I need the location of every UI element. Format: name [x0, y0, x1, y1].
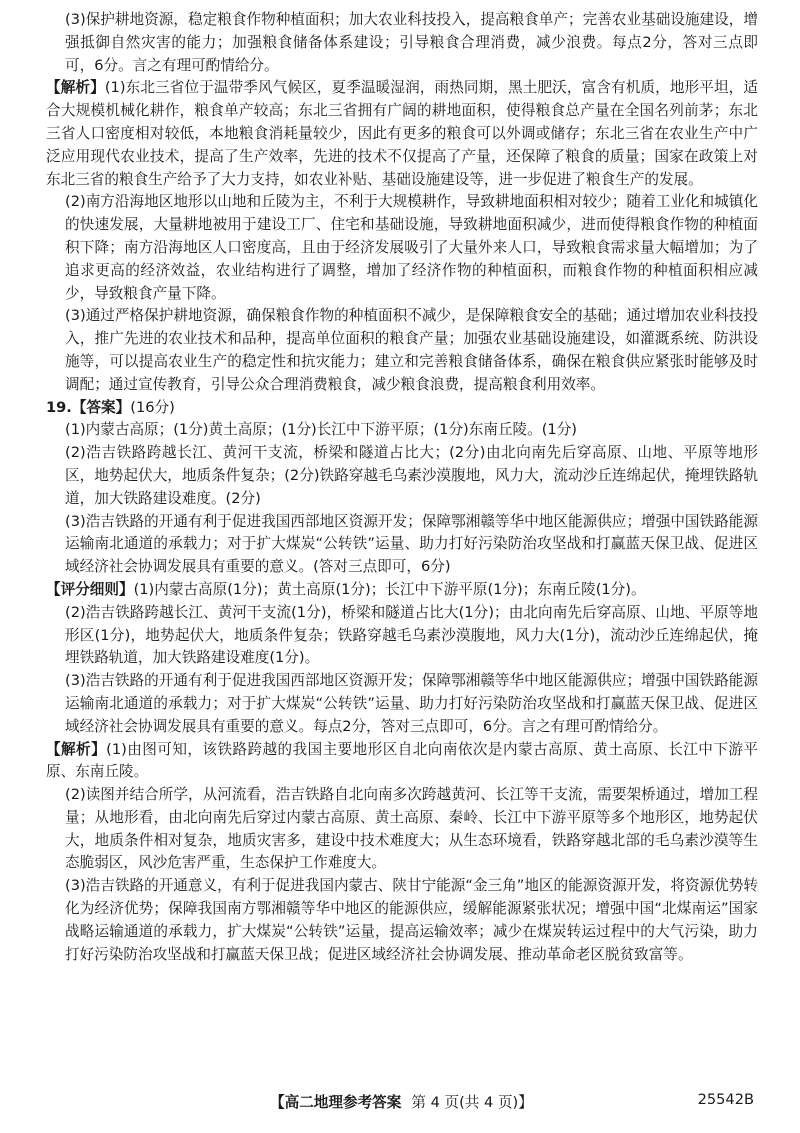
paragraph-text: (2)读图并结合所学，从河流看，浩吉铁路自北向南多次跨越黄河、长江等干支流，需要架桥通过，增加工程量；从地形看，由北向南先后穿过内蒙古高原、黄土高原、秦岭、长江中下游平原等多个地形区，地势起伏大，地质条件相对复杂，地质灾害多，建设中技术难度大；从生态环境看，铁路穿越北部的毛乌素沙漠等生态脆弱区，风沙危害严重，生态保护工作难度大。	[65, 786, 758, 872]
answer-content	[46, 9, 758, 966]
footer-title	[270, 1091, 533, 1112]
paragraph-text: (1)由图可知，该铁路跨越的我国主要地形区自北向南依次是内蒙古高原、黄土高原、长江中下游平原、东南丘陵。	[46, 740, 758, 781]
paragraph	[46, 442, 758, 510]
paragraph	[46, 77, 758, 191]
paragraph	[46, 784, 758, 875]
paragraph	[46, 739, 758, 785]
paragraph	[46, 419, 758, 442]
section-tag: 【解析】	[46, 79, 105, 97]
paragraph-text: (3)浩吉铁路的开通有利于促进我国西部地区资源开发；保障鄂湘赣等华中地区能源供应；增强中国铁路能源运输南北通道的承载力；对于扩大煤炭“公转铁”运量、助力打好污染防治攻坚战和打赢蓝天保卫战、促进区域经济社会协调发展具有重要的意义。每点2分，答对三点即可，6分。言之有理可酌情给分。	[65, 672, 758, 735]
paragraph	[46, 670, 758, 738]
paragraph-text: (2)南方沿海地区地形以山地和丘陵为主，不利于大规模耕作，导致耕地面积相对较少；随着工业化和城镇化的快速发展，大量耕地被用于建设工厂、住宅和基础设施，导致耕地面积减少，进而使得粮食作物的种植面积下降；南方沿海地区人口密度高，且由于经济发展吸引了大量外来人口，导致粮食需求量大幅增加；为了追求更高的经济效益，农业结构进行了调整，增加了经济作物的种植面积，而粮食作物的种植面积相应减少，导致粮食产量下降。	[65, 193, 758, 302]
paragraph-text: (2)浩吉铁路跨越长江、黄河干支流，桥梁和隧道占比大；(2分)由北向南先后穿高原、山地、平原等地形区，地势起伏大，地质条件复杂；(2分)铁路穿越毛乌素沙漠腹地，风力大，流动沙丘连绵起伏，掩埋铁路轨道，加大铁路建设难度。(2分)	[65, 444, 758, 507]
paragraph	[46, 9, 758, 77]
section-tag: 【解析】	[46, 740, 107, 758]
paragraph-text: (2)浩吉铁路跨越长江、黄河干支流(1分)，桥梁和隧道占比大(1分)；由北向南先后穿高原、山地、平原等地形区(1分)，地势起伏大，地质条件复杂；铁路穿越毛乌素沙漠腹地，风力大(1分)，流动沙丘连绵起伏，掩埋铁路轨道，加大铁路建设难度(1分)。	[65, 603, 758, 667]
paragraph-text: (3)浩吉铁路的开通有利于促进我国西部地区资源开发；保障鄂湘赣等华中地区能源供应；增强中国铁路能源运输南北通道的承载力；对于扩大煤炭“公转铁”运量、助力打好污染防治攻坚战和打赢蓝天保卫战、促进区域经济社会协调发展具有重要的意义。(答对三点即可，6分)	[65, 512, 758, 576]
section-tag: 【答案】	[71, 398, 131, 416]
paragraph	[46, 602, 758, 670]
footer-title-text: 【高二地理参考答案	[270, 1094, 402, 1111]
paragraph	[46, 511, 758, 579]
paragraph-text: (16分)	[130, 398, 175, 416]
paragraph-text: (3)保护耕地资源，稳定粮食作物种植面积；加大农业科技投入，提高粮食单产；完善农业基础设施建设，增强抵御自然灾害的能力；加强粮食储备体系建设；引导粮食合理消费，减少浪费。每点2分，答对三点即可，6分。言之有理可酌情给分。	[65, 11, 758, 74]
paragraph-text: (1)东北三省位于温带季风气候区，夏季温暖湿润，雨热同期，黑土肥沃，富含有机质，地形平坦，适合大规模机械化耕作，粮食单产较高；东北三省拥有广阔的耕地面积，使得粮食总产量在全国名列前茅；东北三省人口密度相对较低，本地粮食消耗量较少，因此有更多的粮食可以外调或储存；东北三省在农业生产中广泛应用现代农业技术，提高了生产效率，先进的技术不仅提高了产量，还保障了粮食的质量；国家在政策上对东北三省的粮食生产给予了大力支持，如农业补贴、基础设施建设等，进一步促进了粮食生产的发展。	[46, 79, 758, 188]
section-tag: 【评分细则】	[46, 580, 134, 598]
paragraph	[46, 579, 758, 602]
paragraph	[46, 191, 758, 305]
paragraph	[46, 397, 758, 420]
question-number: 19.	[46, 398, 72, 416]
footer-code: 25542B	[697, 1091, 754, 1108]
paragraph-text: (1)内蒙古高原(1分)；黄土高原(1分)；长江中下游平原(1分)；东南丘陵(1分)。	[133, 580, 646, 598]
paragraph-text: (3)通过严格保护耕地资源，确保粮食作物的种植面积不减少，是保障粮食安全的基础；通过增加农业科技投入，推广先进的农业技术和品种，提高单位面积的粮食产量；加强农业基础设施建设，如灌溉系统、防洪设施等，可以提高农业生产的稳定性和抗灾能力；建立和完善粮食储备体系，确保在粮食供应紧张时能够及时调配；通过宣传教育，引导公众合理消费粮食，减少粮食浪费，提高粮食利用效率。	[65, 307, 758, 393]
footer-page-number: 第 4 页(共 4 页)】	[411, 1094, 533, 1111]
paragraph	[46, 305, 758, 396]
paragraph-text: (3)浩吉铁路的开通意义，有利于促进我国内蒙古、陕甘宁能源“金三角”地区的能源资源开发，将资源优势转化为经济优势；保障我国南方鄂湘赣等华中地区的能源供应，缓解能源紧张状况；增强中国“北煤南运”国家战略运输通道的承载力，扩大煤炭“公转铁”运量，提高运输效率；减少在煤炭转运过程中的大气污染，助力打好污染防治攻坚战和打赢蓝天保卫战；促进区域经济社会协调发展、推动革命老区脱贫致富等。	[65, 877, 758, 963]
paragraph-text: (1)内蒙古高原；(1分)黄土高原；(1分)长江中下游平原；(1分)东南丘陵。(1分)	[65, 421, 577, 439]
paragraph	[46, 875, 758, 966]
